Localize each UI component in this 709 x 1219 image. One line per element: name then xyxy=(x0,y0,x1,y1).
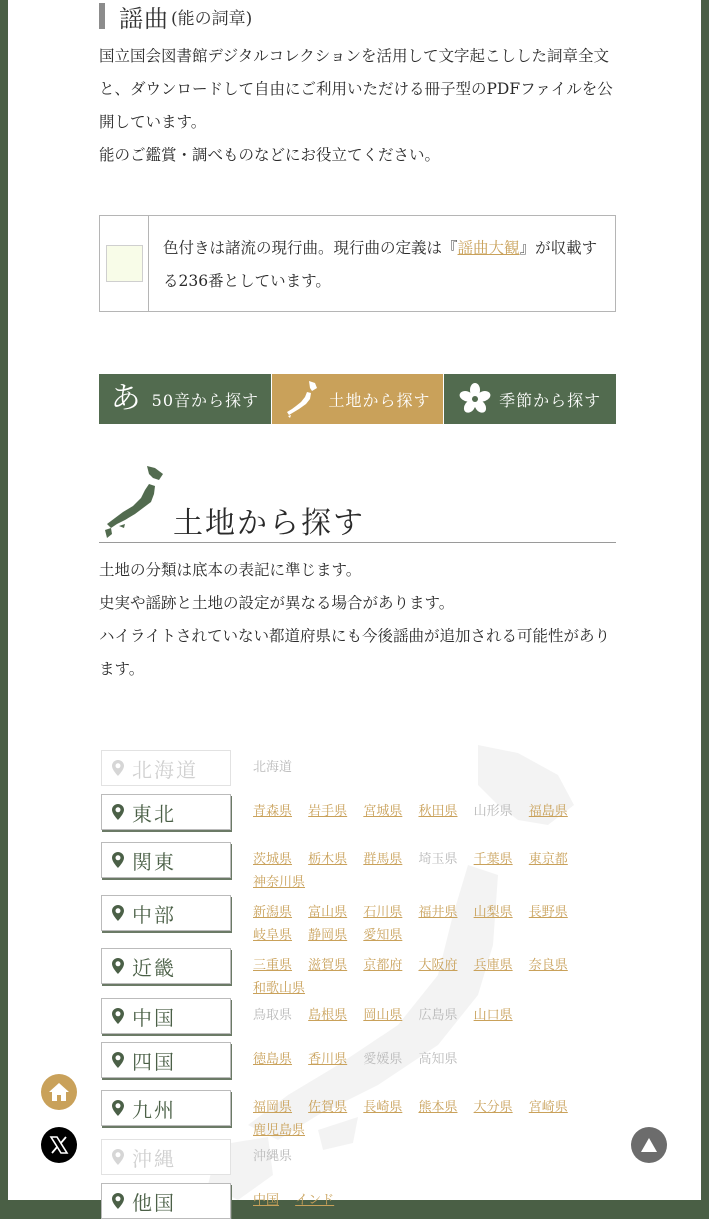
prefecture-list xyxy=(253,848,615,894)
prefecture-tokushima[interactable]: 徳島県 xyxy=(253,1052,293,1067)
country-china[interactable]: 中国 xyxy=(253,1193,280,1208)
prefecture-fukushima[interactable]: 福島県 xyxy=(528,804,568,819)
prefecture-hiroshima: 広島県 xyxy=(418,1008,458,1023)
section-title xyxy=(99,0,252,32)
sakura-flower-icon xyxy=(459,383,491,415)
prefecture-tottori: 鳥取県 xyxy=(253,1008,293,1023)
region-name: 九州 xyxy=(132,1097,176,1122)
japan-map-icon xyxy=(285,379,321,419)
prefecture-niigata[interactable]: 新潟県 xyxy=(253,905,293,920)
prefecture-saga[interactable]: 佐賀県 xyxy=(308,1100,348,1115)
region-desc-2: 史実や謡跡と土地の設定が異なる場合があります。 xyxy=(99,594,455,612)
prefecture-toyama[interactable]: 富山県 xyxy=(308,905,348,920)
prefecture-aichi[interactable]: 愛知県 xyxy=(363,928,403,943)
region-heading xyxy=(99,462,616,543)
legend-text xyxy=(149,216,615,311)
intro-paragraph-2: 能のご鑑賞・調べものなどにお役立てください。 xyxy=(99,146,441,164)
prefecture-ishikawa[interactable]: 石川県 xyxy=(363,905,403,920)
map-pin-icon xyxy=(112,905,124,921)
scroll-top-button[interactable] xyxy=(631,1127,667,1163)
tab-region-label: 土地から探す xyxy=(328,390,431,410)
title-bar-mark xyxy=(99,3,105,29)
region-name: 四国 xyxy=(132,1049,176,1074)
prefecture-list xyxy=(253,901,615,947)
prefecture-kyoto[interactable]: 京都府 xyxy=(363,958,403,973)
region-button-kinki[interactable] xyxy=(101,948,231,984)
region-button-chugoku[interactable] xyxy=(101,998,231,1034)
region-button-kyushu[interactable] xyxy=(101,1090,231,1126)
region-button-shikoku[interactable] xyxy=(101,1042,231,1078)
home-icon xyxy=(48,1082,70,1102)
prefecture-list xyxy=(253,1189,615,1212)
region-button-tohoku[interactable] xyxy=(101,794,231,830)
prefecture-kagawa[interactable]: 香川県 xyxy=(308,1052,348,1067)
legend-swatch-cell xyxy=(100,216,149,311)
tab-gojuon[interactable] xyxy=(99,374,272,424)
prefecture-akita[interactable]: 秋田県 xyxy=(418,804,458,819)
prefecture-list xyxy=(253,1145,615,1168)
legend-text-after: 』が収載する236番としています。 xyxy=(163,239,598,290)
region-heading-title: 土地から探す xyxy=(173,506,365,541)
region-button-other-countries[interactable] xyxy=(101,1183,231,1219)
prefecture-shizuoka[interactable]: 静岡県 xyxy=(308,928,348,943)
map-pin-icon xyxy=(112,760,124,776)
prefecture-nagano[interactable]: 長野県 xyxy=(528,905,568,920)
prefecture-yamaguchi[interactable]: 山口県 xyxy=(473,1008,513,1023)
japan-map-icon xyxy=(103,464,171,542)
prefecture-yamagata: 山形県 xyxy=(473,804,513,819)
map-pin-icon xyxy=(112,852,124,868)
prefecture-tokyo[interactable]: 東京都 xyxy=(528,852,568,867)
page xyxy=(8,0,701,1215)
region-button-kanto[interactable] xyxy=(101,842,231,878)
prefecture-mie[interactable]: 三重県 xyxy=(253,958,293,973)
prefecture-chiba[interactable]: 千葉県 xyxy=(473,852,513,867)
intro-text xyxy=(99,40,616,172)
prefecture-shiga[interactable]: 滋賀県 xyxy=(308,958,348,973)
search-tabs xyxy=(99,374,616,424)
prefecture-list xyxy=(253,800,615,823)
prefecture-iwate[interactable]: 岩手県 xyxy=(308,804,348,819)
country-india[interactable]: インド xyxy=(295,1193,335,1208)
map-pin-icon xyxy=(112,958,124,974)
prefecture-fukui[interactable]: 福井県 xyxy=(418,905,458,920)
prefecture-okinawa: 沖縄県 xyxy=(253,1149,293,1164)
section-title-main: 謡曲 xyxy=(119,4,169,33)
prefecture-nara[interactable]: 奈良県 xyxy=(528,958,568,973)
prefecture-miyagi[interactable]: 宮城県 xyxy=(363,804,403,819)
section-title-sub: (能の詞章) xyxy=(171,8,253,29)
prefecture-okayama[interactable]: 岡山県 xyxy=(363,1008,403,1023)
region-name: 中部 xyxy=(132,902,176,927)
x-logo-icon xyxy=(50,1136,68,1154)
legend-swatch xyxy=(106,245,143,282)
tab-season[interactable] xyxy=(444,374,616,424)
prefecture-yamanashi[interactable]: 山梨県 xyxy=(473,905,513,920)
prefecture-aomori[interactable]: 青森県 xyxy=(253,804,293,819)
prefecture-kagoshima[interactable]: 鹿児島県 xyxy=(253,1123,306,1138)
prefecture-gifu[interactable]: 岐阜県 xyxy=(253,928,293,943)
map-pin-icon xyxy=(112,1100,124,1116)
region-description xyxy=(99,554,616,686)
legend-text-before: 色付きは諸流の現行曲。現行曲の定義は『 xyxy=(163,239,458,257)
prefecture-hyogo[interactable]: 兵庫県 xyxy=(473,958,513,973)
yokyoku-taikan-link[interactable]: 謡曲大観 xyxy=(457,239,520,257)
prefecture-gunma[interactable]: 群馬県 xyxy=(363,852,403,867)
prefecture-shimane[interactable]: 島根県 xyxy=(308,1008,348,1023)
prefecture-nagasaki[interactable]: 長崎県 xyxy=(363,1100,403,1115)
scroll-top-icon xyxy=(641,1138,657,1152)
hiragana-a-icon: あ xyxy=(110,381,142,416)
prefecture-list xyxy=(253,1004,615,1027)
prefecture-osaka[interactable]: 大阪府 xyxy=(418,958,458,973)
region-name: 中国 xyxy=(132,1005,176,1030)
prefecture-wakayama[interactable]: 和歌山県 xyxy=(253,981,306,996)
prefecture-kumamoto[interactable]: 熊本県 xyxy=(418,1100,458,1115)
intro-paragraph-1: 国立国会図書館デジタルコレクションを活用して文字起こしした詞章全文と、ダウンロードして自由にご利用いただける冊子型のPDFファイルを公開しています。 xyxy=(99,47,613,131)
prefecture-miyazaki[interactable]: 宮崎県 xyxy=(528,1100,568,1115)
prefecture-oita[interactable]: 大分県 xyxy=(473,1100,513,1115)
region-name: 北海道 xyxy=(132,757,198,782)
map-pin-icon xyxy=(112,1149,124,1165)
prefecture-fukuoka[interactable]: 福岡県 xyxy=(253,1100,293,1115)
map-pin-icon xyxy=(112,1008,124,1024)
home-button[interactable] xyxy=(41,1074,77,1110)
prefecture-list xyxy=(253,1096,615,1142)
region-name: 沖縄 xyxy=(132,1146,176,1171)
prefecture-hokkaido: 北海道 xyxy=(253,760,293,775)
region-button-okinawa xyxy=(101,1139,231,1175)
tab-season-label: 季節から探す xyxy=(499,390,602,410)
map-pin-icon xyxy=(112,804,124,820)
map-pin-icon xyxy=(112,1052,124,1068)
prefecture-kanagawa[interactable]: 神奈川県 xyxy=(253,875,306,890)
prefecture-ibaraki[interactable]: 茨城県 xyxy=(253,852,293,867)
region-button-chubu[interactable] xyxy=(101,895,231,931)
region-desc-3: ハイライトされていない都道府県にも今後謡曲が追加される可能性があります。 xyxy=(99,627,611,678)
legend-box xyxy=(99,215,616,312)
x-share-button[interactable] xyxy=(41,1127,77,1163)
region-name: 関東 xyxy=(132,849,176,874)
tab-region[interactable] xyxy=(272,374,445,424)
tab-gojuon-label: 50音から探す xyxy=(151,390,260,410)
prefecture-kochi: 高知県 xyxy=(418,1052,458,1067)
region-desc-1: 土地の分類は底本の表記に準じます。 xyxy=(99,561,362,579)
region-name: 近畿 xyxy=(132,955,176,980)
prefecture-list xyxy=(253,954,615,1000)
prefecture-list xyxy=(253,1048,615,1071)
prefecture-ehime: 愛媛県 xyxy=(363,1052,403,1067)
region-name: 他国 xyxy=(132,1190,176,1215)
prefecture-saitama: 埼玉県 xyxy=(418,852,458,867)
region-name: 東北 xyxy=(132,801,176,826)
region-button-hokkaido xyxy=(101,750,231,786)
prefecture-tochigi[interactable]: 栃木県 xyxy=(308,852,348,867)
map-pin-icon xyxy=(112,1193,124,1209)
prefecture-list xyxy=(253,756,615,779)
